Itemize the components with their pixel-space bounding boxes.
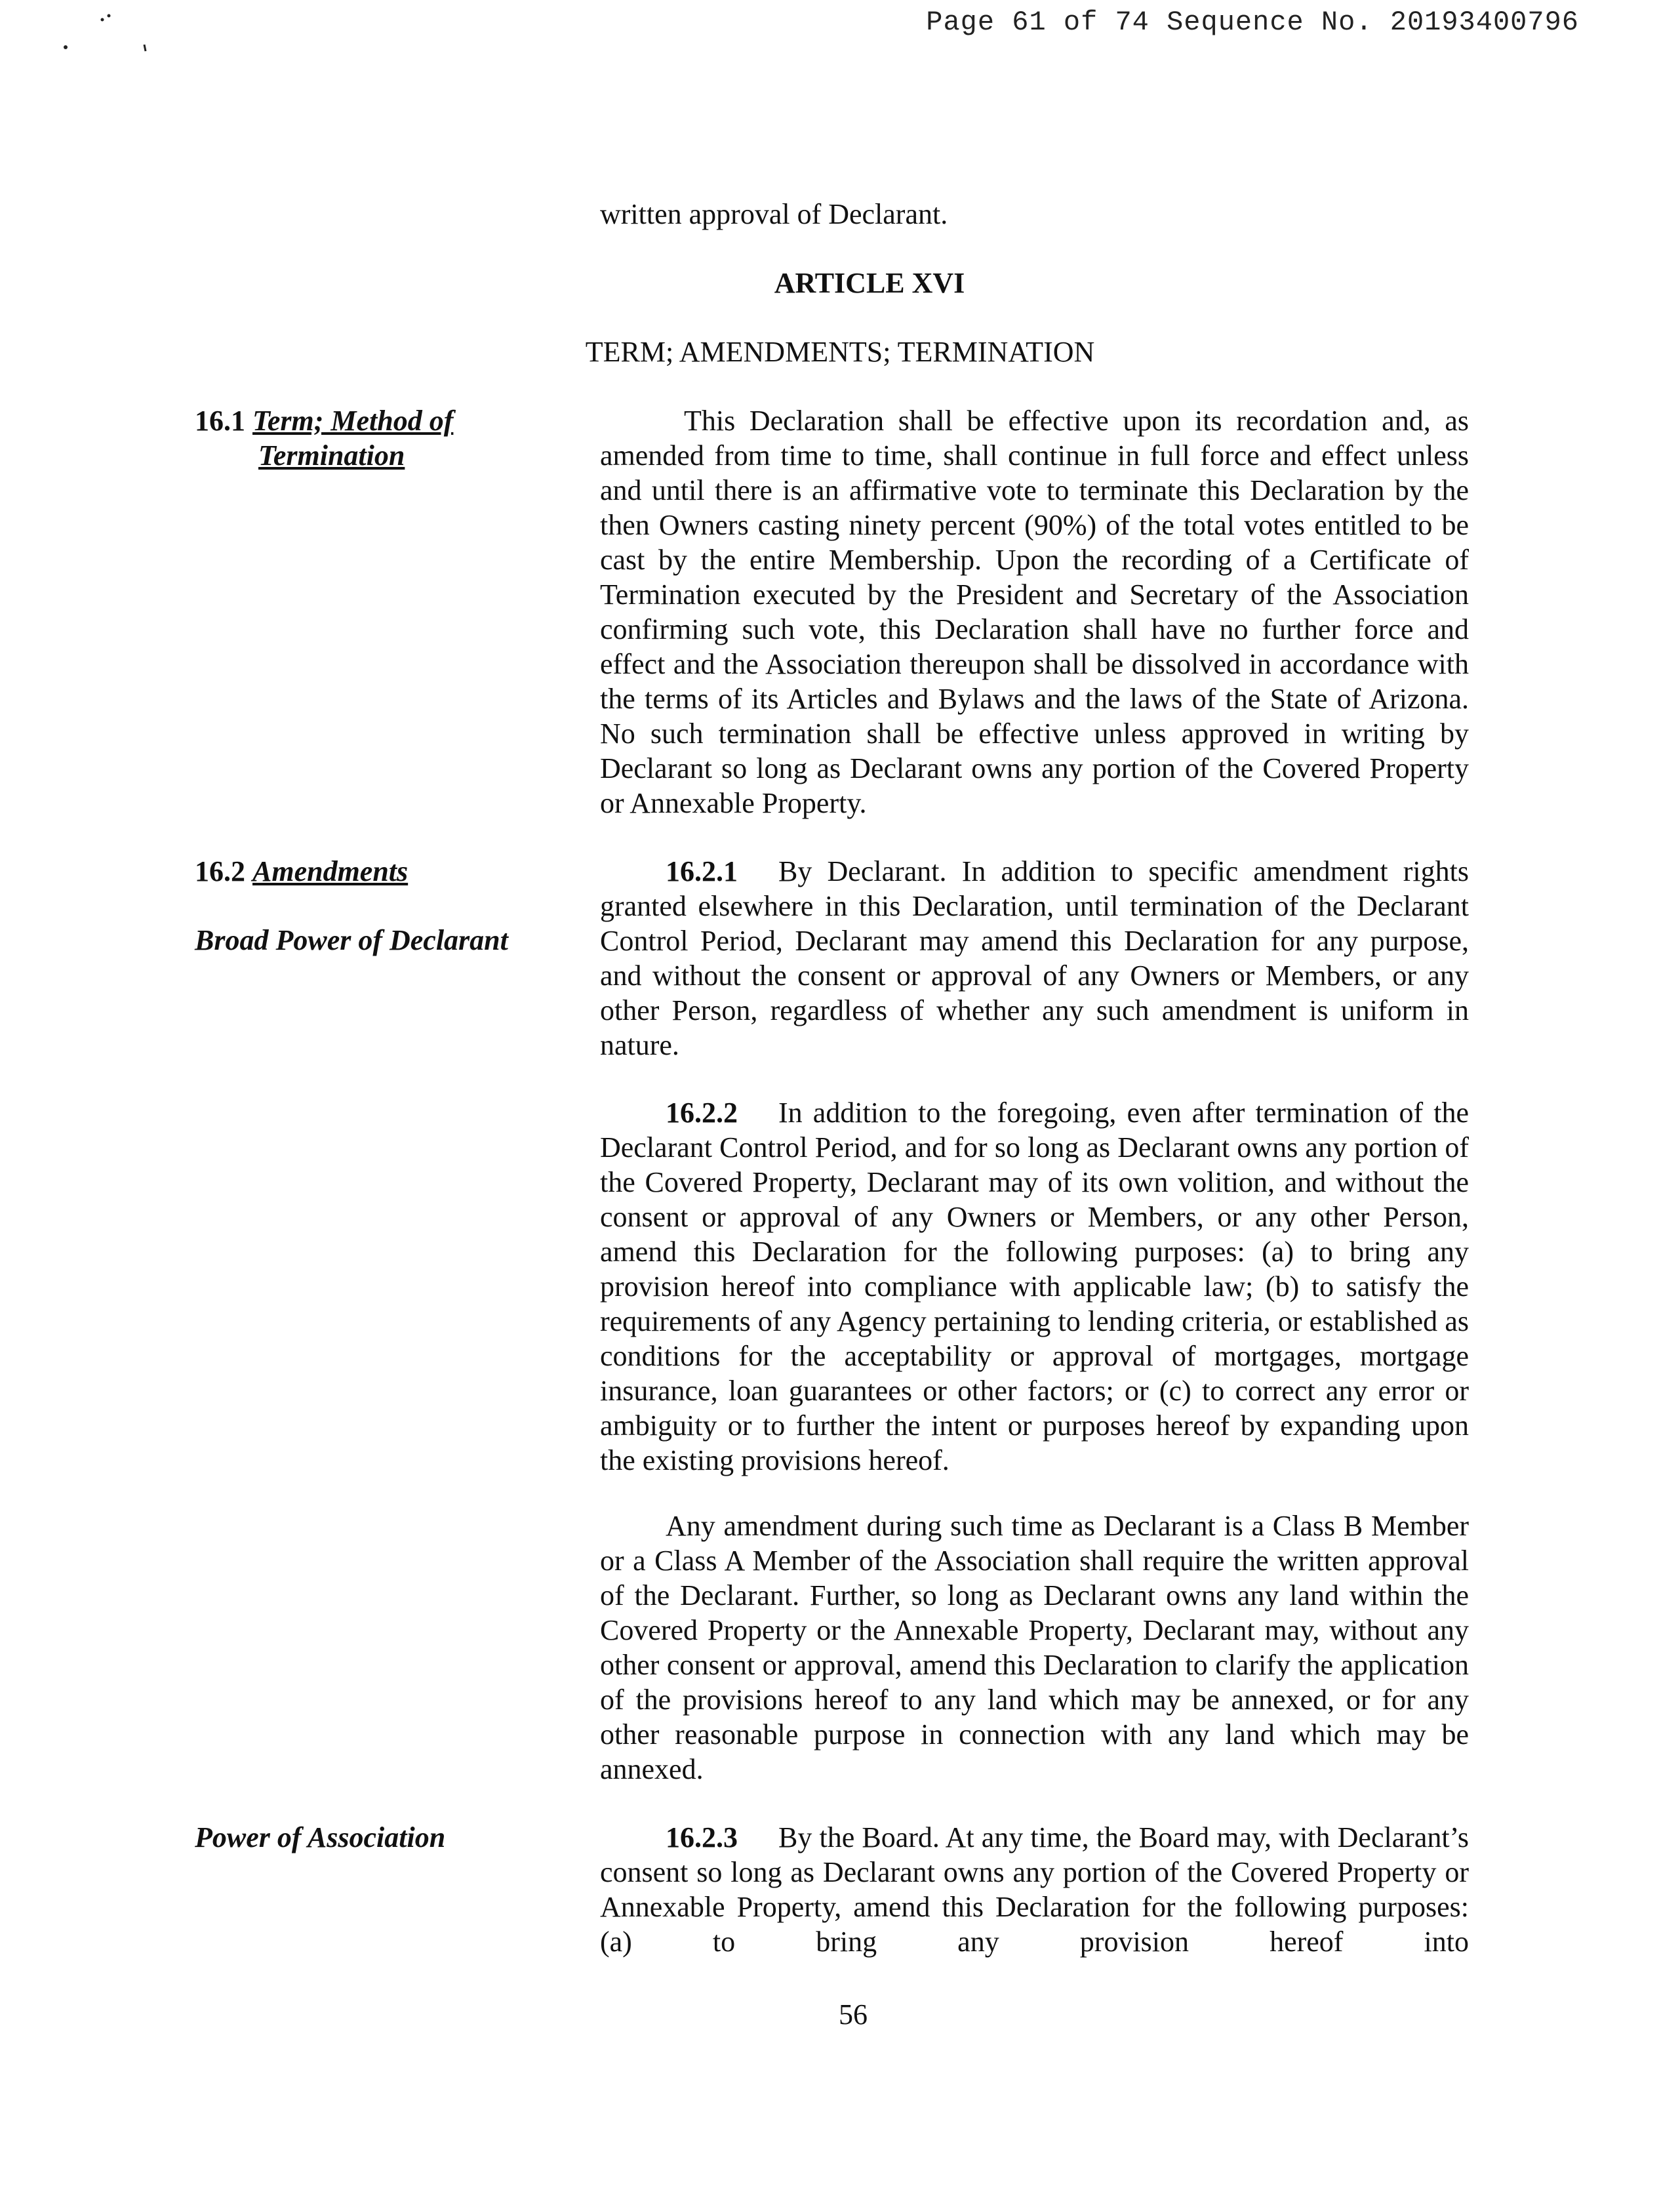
paragraph-number: 16.2.1	[666, 855, 738, 887]
section-16-2-2-paragraph	[600, 1095, 1469, 1478]
section-title-line1: Term; Method of	[252, 405, 454, 437]
section-16-2-heading	[195, 854, 408, 889]
paragraph-text: In addition to the foregoing, even after termination of the Declarant Control Period, and for so long as Declarant owns any portion of the Covered Property, Declarant may of its own volition, and without the consent or approval of any Owners or Members, or any other Person, amend this Declaration for the following purposes: (a) to bring any provision hereof into compliance with applicable law; (b) to satisfy the requirements of any Agency pertaining to lending criteria, or established as conditions for the acceptability or approval of mortgages, mortgage insurance, loan guarantees or other factors; or (c) to correct any error or ambiguity or to further the intent or purposes hereof by expanding upon the existing provisions hereof.	[600, 1097, 1469, 1476]
article-subtitle: TERM; AMENDMENTS; TERMINATION	[585, 336, 1095, 368]
section-16-1-heading	[195, 403, 453, 473]
side-heading-power-of-association: Power of Association	[195, 1821, 446, 1853]
continued-text: written approval of Declarant.	[600, 198, 948, 230]
section-number: 16.2	[195, 855, 245, 887]
article-title: ARTICLE XVI	[774, 267, 965, 299]
section-number: 16.1	[195, 405, 245, 437]
page-number: 56	[839, 1998, 868, 2031]
section-16-2-2-continued-paragraph: Any amendment during such time as Declarant is a Class B Member or a Class A Member of the Association shall require the written approval of the Declarant. Further, so long as Declarant owns any land within the Covered Property or the Annexable Property, Declarant may, without any other consent or approval, amend this Declaration to clarify the application of the provisions hereof to any land which may be annexed, or for any other reasonable purpose in connection with any land which may be annexed.	[600, 1510, 1469, 1785]
section-16-2-1-paragraph	[600, 854, 1469, 1063]
paragraph-number: 16.2.2	[666, 1097, 738, 1129]
scan-specks	[52, 7, 157, 52]
paragraph-text: By the Board. At any time, the Board may, with Declarant’s consent so long as Declarant owns any portion of the Covered Property or Annexable Property, amend this Declaration for the following purposes: (a) to bring any provision hereof into	[600, 1821, 1469, 1958]
section-16-1-paragraph: This Declaration shall be effective upon its recordation and, as amended from time to time, shall continue in full force and effect unless and until there is an affirmative vote to terminate this Declaration by the then Owners casting ninety percent (90%) of the total votes entitled to be cast by the entire Membership. Upon the recording of a Certificate of Termination executed by the President and Secretary of the Association confirming such vote, this Declaration shall have no further force and effect and the Association thereupon shall be dissolved in accordance with the terms of its Articles and Bylaws and the laws of the State of Arizona. No such termination shall be effective unless approved in writing by Declarant so long as Declarant owns any portion of the Covered Property or Annexable Property.	[600, 405, 1469, 819]
recording-stamp: Page 61 of 74 Sequence No. 20193400796	[926, 7, 1579, 38]
side-heading-broad-power: Broad Power of Declarant	[195, 924, 508, 956]
section-title: Amendments	[252, 855, 409, 887]
paragraph-number: 16.2.3	[666, 1821, 738, 1853]
section-16-2-3-paragraph	[600, 1820, 1469, 1959]
paragraph-text: By Declarant. In addition to specific amendment rights granted elsewhere in this Declaration, until termination of the Declarant Control Period, Declarant may amend this Declaration for any purpose, and without the consent or approval of any Owners or Members, or any other Person, regardless of whether any such amendment is uniform in nature.	[600, 855, 1469, 1061]
section-title-line2: Termination	[258, 439, 405, 472]
